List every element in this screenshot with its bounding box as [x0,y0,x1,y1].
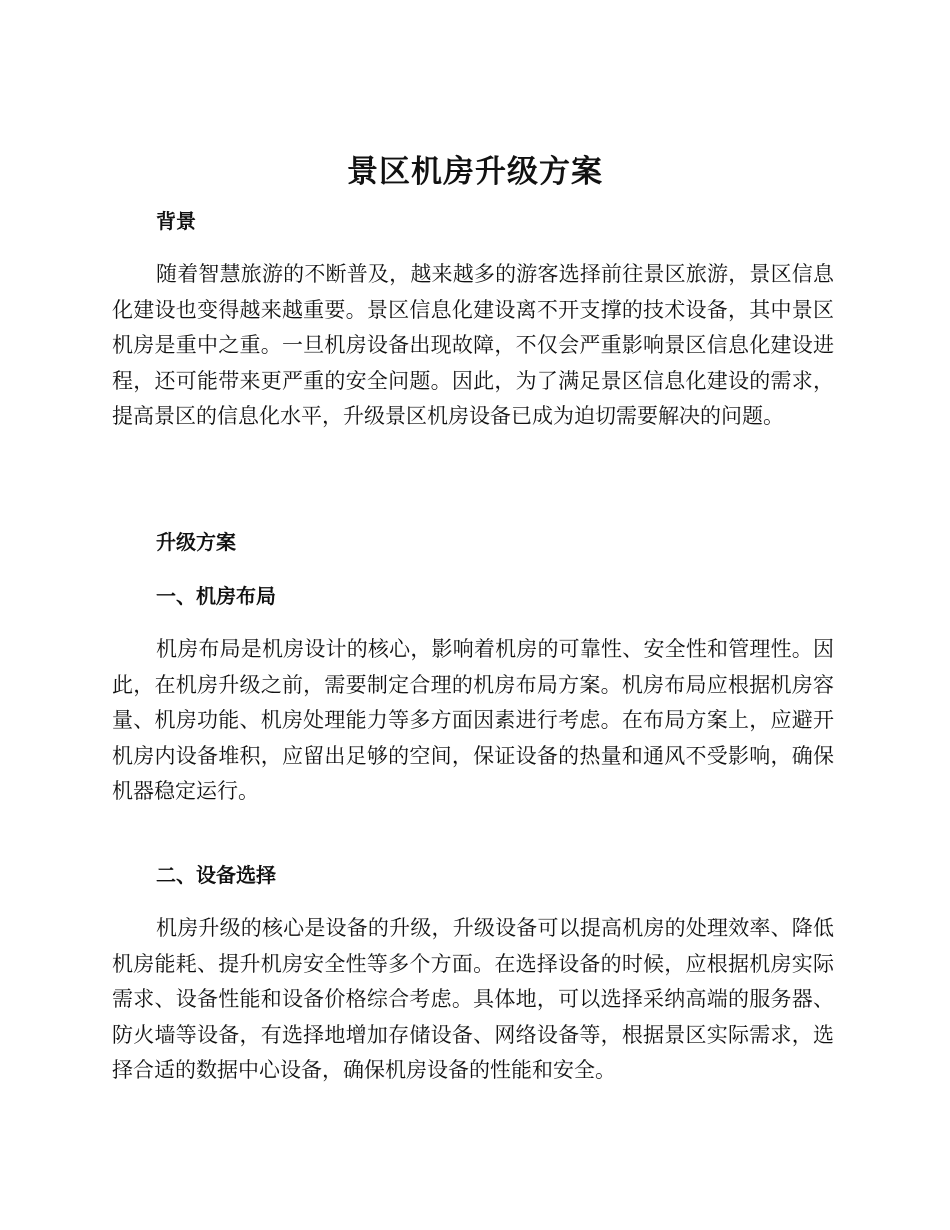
section-heading-upgrade-plan: 升级方案 [156,530,236,554]
section-heading-room-layout: 一、机房布局 [156,584,276,608]
document-title: 景区机房升级方案 [347,154,603,190]
section-paragraph-room-layout: 机房布局是机房设计的核心，影响着机房的可靠性、安全性和管理性。因此，在机房升级之前，需要制定合理的机房布局方案。机房布局应根据机房容量、机房功能、机房处理能力等多方面因素进行考虑。在布局方案上，应避开机房内设备堆积，应留出足够的空间，保证设备的热量和通风不受影响，确保机器稳定运行。 [112,637,834,804]
section-paragraph-background: 随着智慧旅游的不断普及，越来越多的游客选择前往景区旅游，景区信息化建设也变得越来越重要。景区信息化建设离不开支撑的技术设备，其中景区机房是重中之重。一旦机房设备出现故障，不仅会严重影响景区信息化建设进程，还可能带来更严重的安全问题。因此，为了满足景区信息化建设的需求，提高景区的信息化水平，升级景区机房设备已成为迫切需要解决的问题。 [112,262,834,429]
section-heading-background: 背景 [156,209,196,233]
section-paragraph-equipment-selection: 机房升级的核心是设备的升级，升级设备可以提高机房的处理效率、降低机房能耗、提升机房安全性等多个方面。在选择设备的时候，应根据机房实际需求、设备性能和设备价格综合考虑。具体地，可以选择采纳高端的服务器、防火墙等设备，有选择地增加存储设备、网络设备等，根据景区实际需求，选择合适的数据中心设备，确保机房设备的性能和安全。 [112,916,834,1083]
section-heading-equipment-selection: 二、设备选择 [156,863,276,887]
